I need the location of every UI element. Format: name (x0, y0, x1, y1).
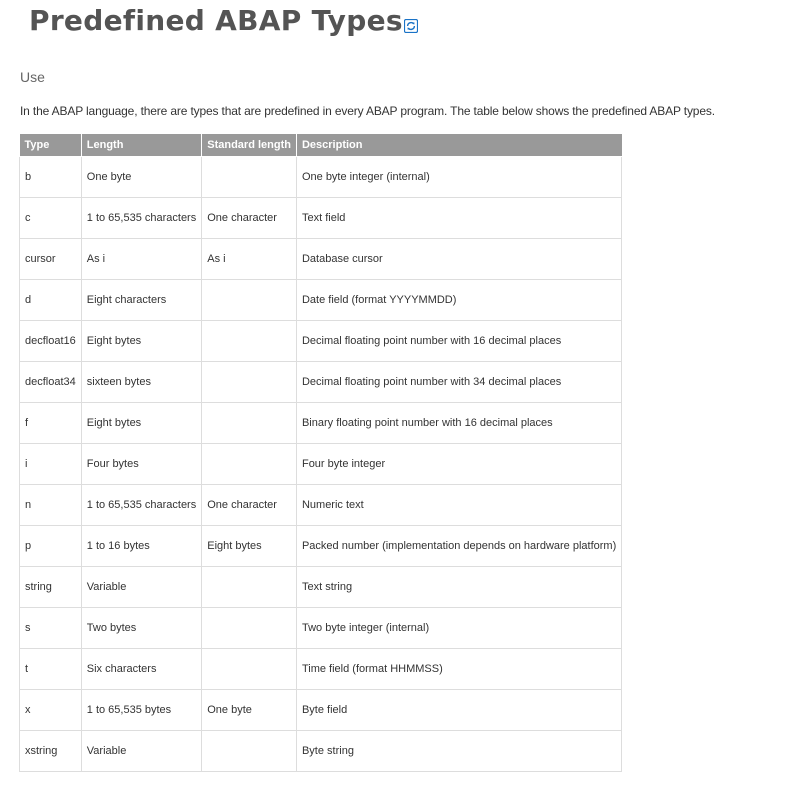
cell-description: Byte field (296, 690, 621, 731)
cell-length: Eight characters (81, 280, 201, 321)
page-title: Predefined ABAP Types (29, 4, 403, 37)
cell-length: One byte (81, 157, 201, 198)
column-header-standard-length: Standard length (202, 134, 297, 157)
cell-standard-length: Eight bytes (202, 526, 297, 567)
cell-type: n (20, 485, 82, 526)
cell-standard-length (202, 731, 297, 772)
table-header-row (20, 134, 622, 157)
table-row (20, 608, 622, 649)
cell-standard-length (202, 280, 297, 321)
sync-icon[interactable] (404, 19, 418, 33)
cell-standard-length (202, 567, 297, 608)
cell-type: d (20, 280, 82, 321)
cell-description: Four byte integer (296, 444, 621, 485)
cell-length: sixteen bytes (81, 362, 201, 403)
cell-standard-length (202, 157, 297, 198)
cell-standard-length (202, 403, 297, 444)
table-row (20, 403, 622, 444)
cell-type: t (20, 649, 82, 690)
table-row (20, 239, 622, 280)
cell-length: Two bytes (81, 608, 201, 649)
cell-description: One byte integer (internal) (296, 157, 621, 198)
table-row (20, 485, 622, 526)
cell-type: x (20, 690, 82, 731)
cell-description: Text string (296, 567, 621, 608)
cell-standard-length: As i (202, 239, 297, 280)
cell-description: Binary floating point number with 16 decimal places (296, 403, 621, 444)
cell-type: f (20, 403, 82, 444)
table-row (20, 280, 622, 321)
table-row (20, 362, 622, 403)
cell-length: Four bytes (81, 444, 201, 485)
cell-description: Two byte integer (internal) (296, 608, 621, 649)
cell-type: c (20, 198, 82, 239)
table-row (20, 198, 622, 239)
column-header-type: Type (20, 134, 82, 157)
cell-type: decfloat34 (20, 362, 82, 403)
cell-description: Decimal floating point number with 34 decimal places (296, 362, 621, 403)
table-row (20, 321, 622, 362)
abap-types-table (19, 134, 622, 772)
cell-type: decfloat16 (20, 321, 82, 362)
cell-length: Variable (81, 731, 201, 772)
cell-length: Six characters (81, 649, 201, 690)
cell-length: Eight bytes (81, 321, 201, 362)
cell-description: Numeric text (296, 485, 621, 526)
column-header-description: Description (296, 134, 621, 157)
table-row (20, 731, 622, 772)
cell-description: Byte string (296, 731, 621, 772)
cell-standard-length (202, 444, 297, 485)
cell-description: Text field (296, 198, 621, 239)
cell-length: 1 to 65,535 characters (81, 485, 201, 526)
cell-length: 1 to 65,535 characters (81, 198, 201, 239)
cell-standard-length (202, 362, 297, 403)
cell-type: string (20, 567, 82, 608)
cell-length: As i (81, 239, 201, 280)
cell-length: Variable (81, 567, 201, 608)
section-heading-use: Use (20, 69, 45, 85)
table-row (20, 444, 622, 485)
cell-type: p (20, 526, 82, 567)
cell-description: Database cursor (296, 239, 621, 280)
cell-standard-length (202, 649, 297, 690)
intro-paragraph: In the ABAP language, there are types that are predefined in every ABAP program. The table below shows the predefined ABAP types. (20, 104, 715, 118)
cell-type: s (20, 608, 82, 649)
title-row (29, 3, 418, 39)
table-row (20, 526, 622, 567)
cell-length: 1 to 16 bytes (81, 526, 201, 567)
cell-type: cursor (20, 239, 82, 280)
table-row (20, 690, 622, 731)
cell-standard-length: One byte (202, 690, 297, 731)
table-row (20, 567, 622, 608)
cell-length: 1 to 65,535 bytes (81, 690, 201, 731)
cell-standard-length: One character (202, 198, 297, 239)
cell-type: i (20, 444, 82, 485)
cell-description: Packed number (implementation depends on hardware platform) (296, 526, 621, 567)
cell-standard-length (202, 608, 297, 649)
cell-length: Eight bytes (81, 403, 201, 444)
cell-standard-length (202, 321, 297, 362)
cell-description: Date field (format YYYYMMDD) (296, 280, 621, 321)
cell-description: Decimal floating point number with 16 decimal places (296, 321, 621, 362)
cell-description: Time field (format HHMMSS) (296, 649, 621, 690)
cell-standard-length: One character (202, 485, 297, 526)
cell-type: b (20, 157, 82, 198)
table-row (20, 157, 622, 198)
column-header-length: Length (81, 134, 201, 157)
table-row (20, 649, 622, 690)
cell-type: xstring (20, 731, 82, 772)
